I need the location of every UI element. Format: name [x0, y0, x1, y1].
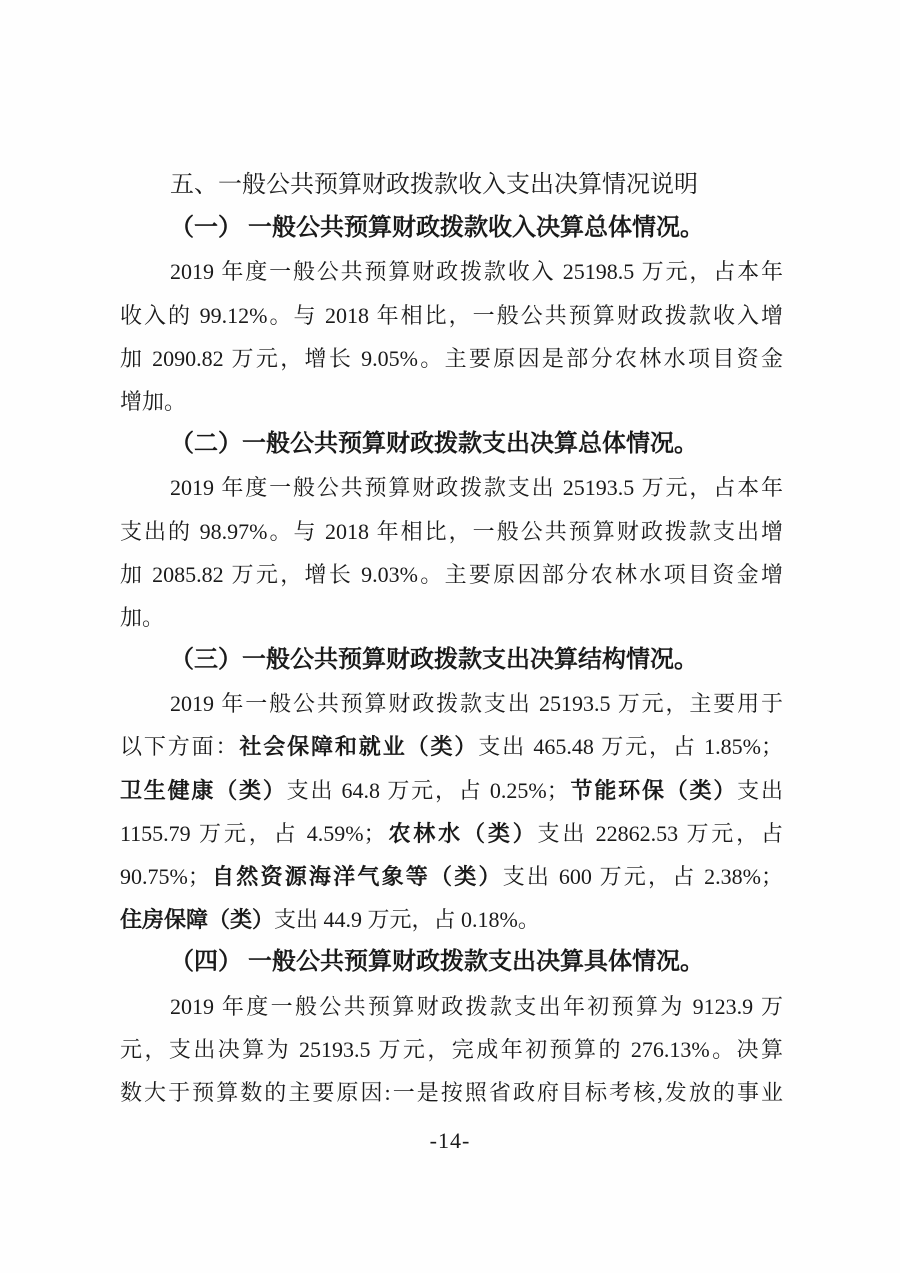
text-segment: 支出 465.48 万元，占 1.85%；	[478, 734, 783, 760]
body-text-line	[120, 855, 783, 898]
text-segment: 支出 64.8 万元，占 0.25%；	[286, 777, 569, 803]
bold-category-term: 社会保障和就业（类）	[239, 734, 479, 760]
bold-category-term: 农林水（类）	[385, 820, 538, 846]
subsection-heading-line	[120, 639, 783, 682]
body-text-line	[120, 337, 783, 380]
body-text-line	[120, 380, 783, 423]
bold-category-term: （二）一般公共预算财政拨款支出决算总体情况。	[170, 431, 698, 458]
body-text-line	[120, 985, 783, 1028]
body-text-line	[120, 553, 783, 596]
text-segment: 2019 年度一般公共预算财政拨款支出 25193.5 万元，占本年	[170, 475, 783, 501]
text-segment: 五、一般公共预算财政拨款收入支出决算情况说明	[170, 172, 698, 198]
bold-category-term: （四） 一般公共预算财政拨款支出决算具体情况。	[170, 949, 704, 976]
text-segment: 2019 年度一般公共预算财政拨款支出年初预算为 9123.9 万	[170, 993, 783, 1019]
text-segment: 加 2090.82 万元，增长 9.05%。主要原因是部分农林水项目资金	[120, 345, 783, 371]
body-text-line	[120, 1071, 783, 1114]
bold-category-term: （三）一般公共预算财政拨款支出决算结构情况。	[170, 647, 698, 674]
body-text-line	[120, 596, 783, 639]
text-segment: 支出 600 万元，占 2.38%；	[502, 864, 783, 889]
body-text-line	[120, 898, 783, 941]
text-segment: 支出的 98.97%。与 2018 年相比，一般公共预算财政拨款支出增	[120, 518, 783, 544]
text-segment: 支出 44.9 万元，占 0.18%。	[274, 907, 540, 933]
bold-category-term: 卫生健康（类）	[120, 777, 287, 803]
text-segment: 支出	[737, 777, 783, 803]
subsection-heading-line	[120, 941, 783, 984]
body-text-line	[120, 466, 783, 509]
text-segment: 加 2085.82 万元，增长 9.03%。主要原因部分农林水项目资金增	[120, 561, 783, 587]
text-segment: 收入的 99.12%。与 2018 年相比，一般公共预算财政拨款收入增	[120, 302, 783, 328]
body-text-line	[120, 250, 783, 293]
body-text-line	[120, 1028, 783, 1071]
body-text-line	[120, 510, 783, 553]
text-segment: 数大于预算数的主要原因:一是按照省政府目标考核,发放的事业	[120, 1079, 783, 1105]
text-segment: 90.75%；	[120, 864, 210, 889]
body-text-line	[120, 294, 783, 337]
body-text-line	[120, 682, 783, 725]
text-segment: 支出 22862.53 万元，占	[537, 820, 783, 846]
bold-category-term: 节能环保（类）	[568, 777, 738, 803]
document-body	[120, 164, 783, 1114]
text-segment: 1155.79 万元，占 4.59%；	[120, 820, 386, 846]
subsection-heading-line	[120, 207, 783, 250]
text-segment: 元，支出决算为 25193.5 万元，完成年初预算的 276.13%。决算	[120, 1036, 783, 1062]
section-title-line	[120, 164, 783, 207]
body-text-line	[120, 812, 783, 855]
page-number: -14-	[429, 1128, 471, 1153]
text-segment: 以下方面：	[120, 734, 240, 760]
subsection-heading-line	[120, 423, 783, 466]
bold-category-term: 住房保障（类）	[120, 907, 275, 933]
text-segment: 增加。	[120, 388, 187, 414]
body-text-line	[120, 725, 783, 768]
text-segment: 2019 年一般公共预算财政拨款支出 25193.5 万元，主要用于	[170, 691, 783, 717]
text-segment: 2019 年度一般公共预算财政拨款收入 25198.5 万元，占本年	[170, 259, 783, 285]
bold-category-term: 自然资源海洋气象等（类）	[209, 864, 503, 889]
body-text-line	[120, 769, 783, 812]
text-segment: 加。	[120, 604, 165, 630]
bold-category-term: （一） 一般公共预算财政拨款收入决算总体情况。	[170, 215, 704, 242]
